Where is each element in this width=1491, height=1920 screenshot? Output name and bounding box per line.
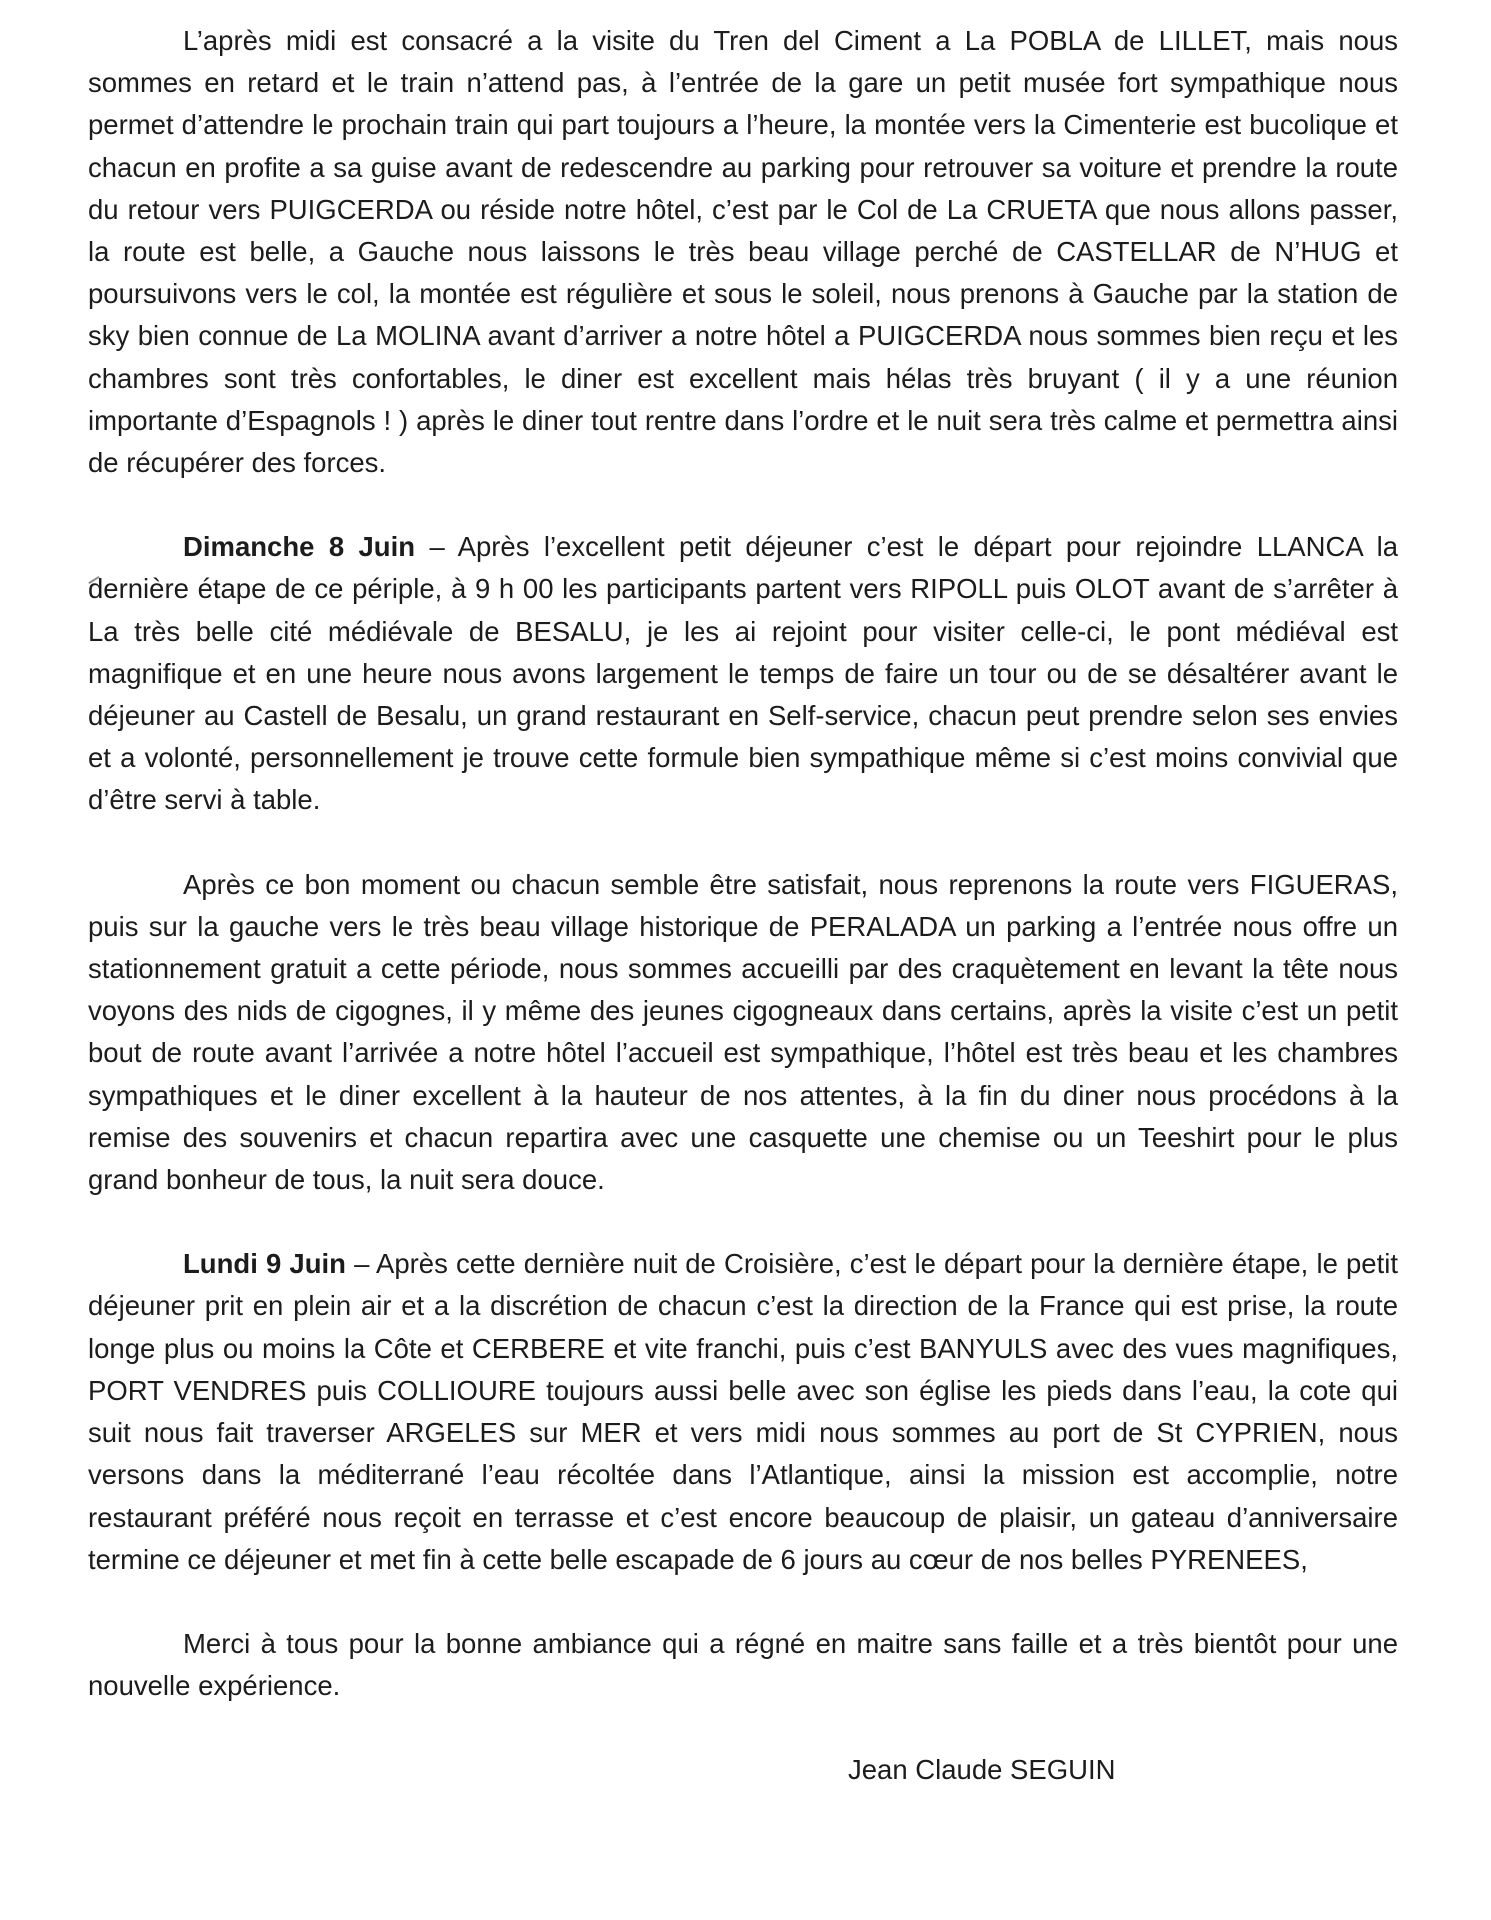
day-heading-monday: Lundi 9 Juin (183, 1248, 346, 1280)
paragraph-afternoon-visit: L’après midi est consacré a la visite du Tren del Ciment a La POBLA de LILLET, mais nous sommes en retard et le train n’attend pas, à l’entrée de la gare un petit musée fort sympathique nous permet d’attendre le prochain train qui part toujours a l’heure, la montée vers la Cimenterie est bucolique et chacun en profite a sa guise avant de redescendre au parking pour retrouver sa voiture et prendre la route du retour vers PUIGCERDA ou réside notre hôtel, c’est par le Col de La CRUETA que nous allons passer, la route est belle, a Gauche nous laissons le très beau village perché de CASTELLAR de N’HUG et poursuivons vers le col, la montée est régulière et sous le soleil, nous prenons à Gauche par la station de sky bien connue de La MOLINA avant d’arriver a notre hôtel a PUIGCERDA nous sommes bien reçu et les chambres sont très confortables, le diner est excellent mais hélas très bruyant ( il y a une réunion importante d’Espagnols ! ) après le diner tout rentre dans l’ordre et le nuit sera très calme et permettra ainsi de récupérer des forces. (88, 25, 1398, 479)
paragraph-monday-text: – Après cette dernière nuit de Croisière, c’est le départ pour la dernière étape, le petit déjeuner prit en plein air et a la discrétion de chacun c’est la direction de la France qui est prise, la route longe plus ou moins la Côte et CERBERE et vite franchi, puis c’est BANYULS avec des vues magnifiques, PORT VENDRES puis COLLIOURE toujours aussi belle avec son église les pieds dans l’eau, la cote qui suit nous fait traverser ARGELES sur MER et vers midi nous sommes au port de St CYPRIEN, nous versons dans la méditerrané l’eau récoltée dans l’Atlantique, ainsi la mission est accomplie, notre restaurant préféré nous reçoit en terrasse et c’est encore beaucoup de plaisir, un gateau d’anniversaire termine ce déjeuner et met fin à cette belle escapade de 6 jours au cœur de nos belles PYRENEES, (88, 1248, 1398, 1575)
signature: Jean Claude SEGUIN (848, 1754, 1116, 1786)
paragraph-peralada: Après ce bon moment ou chacun semble être satisfait, nous reprenons la route vers FIGUERAS, puis sur la gauche vers le très beau village historique de PERALADA un parking a l’entrée nous offre un stationnement gratuit a cette période, nous sommes accueilli par des craquètement en levant la tête nous voyons des nids de cigognes, il y même des jeunes cigogneaux dans certains, après la visite c’est un petit bout de route avant l’arrivée a notre hôtel l’accueil est sympathique, l’hôtel est très beau et les chambres sympathiques et le diner excellent à la hauteur de nos attentes, à la fin du diner nous procédons à la remise des souvenirs et chacun repartira avec une casquette une chemise ou un Teeshirt pour le plus grand bonheur de tous, la nuit sera douce. (88, 868, 1398, 1196)
paragraph-sunday-text: – Après l’excellent petit déjeuner c’est le départ pour rejoindre LLANCA la dernière étape de ce périple, à 9 h 00 les participants partent vers RIPOLL puis OLOT avant de s’arrêter à La très belle cité médiévale de BESALU, je les ai rejoint pour visiter celle-ci, le pont médiéval est magnifique et en une heure nous avons largement le temps de faire un tour ou de se désaltérer avant le déjeuner au Castell de Besalu, un grand restaurant en Self-service, chacun peut prendre selon ses envies et a volonté, personnellement je trouve cette formule bien sympathique même si c’est moins convivial que d’être servi à table. (88, 531, 1398, 816)
document-page (88, 20, 1398, 1792)
paragraph-sunday (88, 526, 1398, 821)
day-heading-sunday: Dimanche 8 Juin (183, 531, 416, 563)
paragraph-thanks: Merci à tous pour la bonne ambiance qui a régné en maitre sans faille et a très bientôt pour une nouvelle expérience. (88, 1627, 1398, 1702)
paragraph-monday (88, 1243, 1398, 1581)
